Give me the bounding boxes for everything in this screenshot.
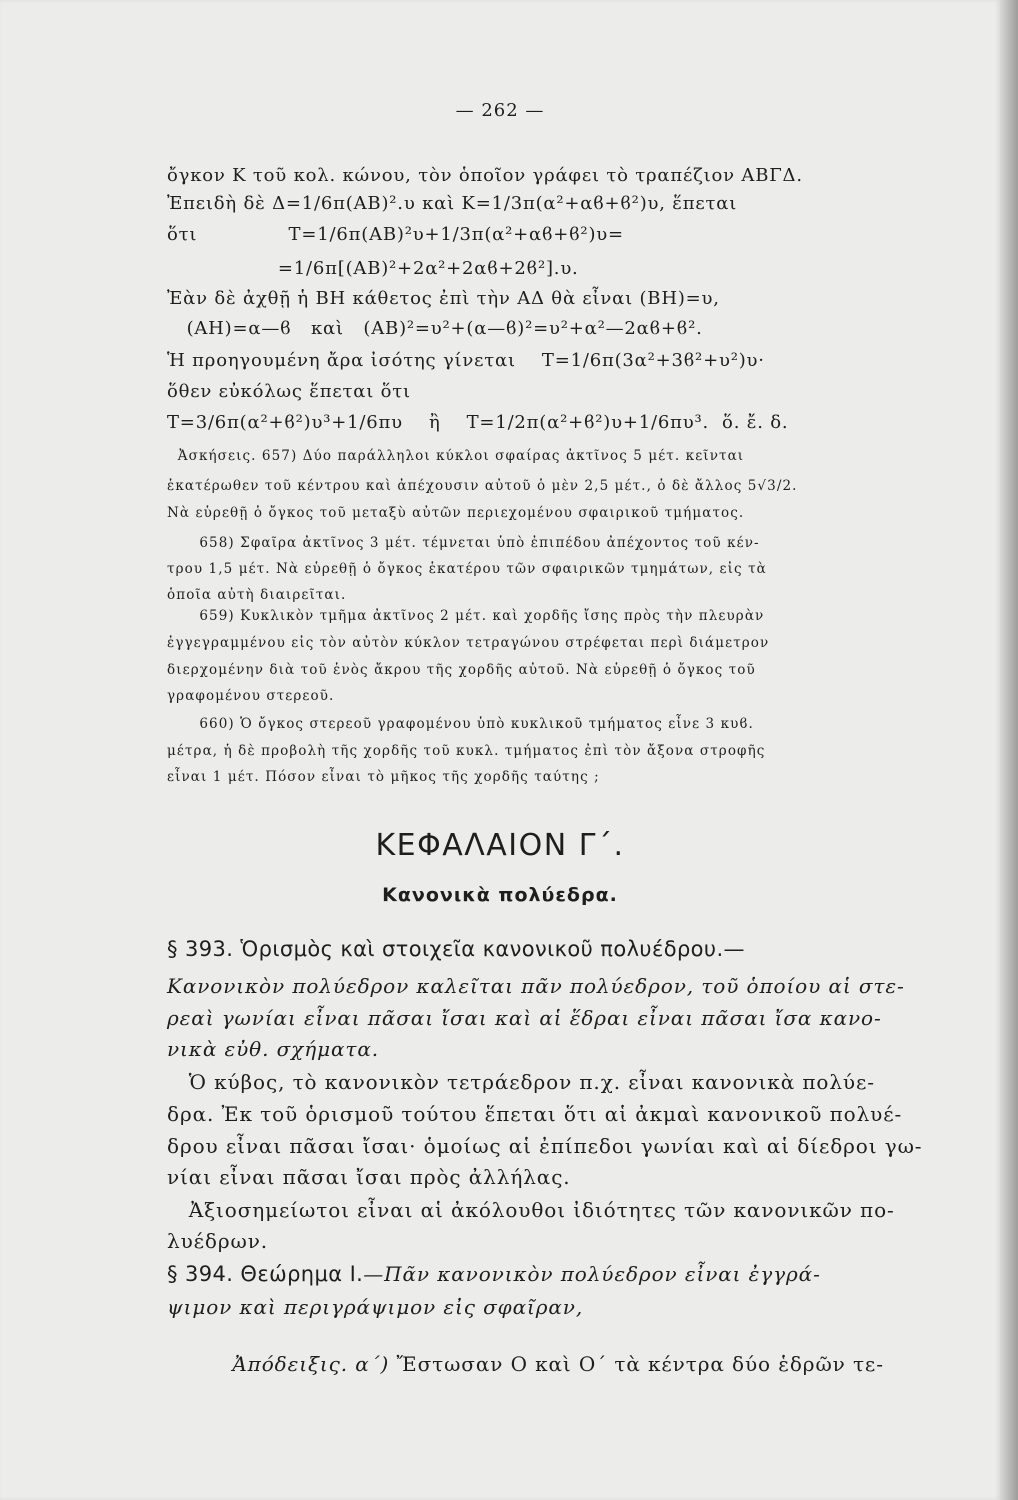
theorem-statement: —Πᾶν κανονικὸν πολύεδρον εἶναι ἐγγρά- xyxy=(363,1262,821,1286)
theorem-statement: ψιμον καὶ περιγράψιμον εἰς σφαῖραν, xyxy=(167,1295,584,1319)
text-line: λυέδρων. xyxy=(167,1229,269,1253)
chapter-title: ΚΕΦΑΛΑΙΟΝ Γ΄. xyxy=(375,828,625,863)
exercise-line: τρου 1,5 μέτ. Νὰ εὑρεθῇ ὁ ὄγκος ἑκατέρου τῶν σφαιρικῶν τμημάτων, εἰς τὰ xyxy=(167,561,767,577)
text-line: ὅθεν εὐκόλως ἕπεται ὅτι xyxy=(167,381,411,402)
exercise-line: ὁποῖα αὐτὴ διαιρεῖται. xyxy=(167,587,347,603)
definition-line: ρεαὶ γωνίαι εἶναι πᾶσαι ἴσαι καὶ αἱ ἕδραι εἶναι πᾶσαι ἴσα κανο- xyxy=(167,1006,882,1030)
exercise-line: 658) Σφαῖρα ἀκτῖνος 3 μέτ. τέμνεται ὑπὸ ἐπιπέδου ἀπέχοντος τοῦ κέν- xyxy=(167,535,760,551)
text-line: δρου εἶναι πᾶσαι ἴσαι· ὁμοίως αἱ ἐπίπεδοι γωνίαι καὶ αἱ δίεδροι γω- xyxy=(167,1134,923,1158)
exercise-line: Ἀσκήσεις. 657) Δύο παράλληλοι κύκλοι σφαίρας ἀκτῖνος 5 μέτ. κεῖνται xyxy=(167,448,745,464)
exercise-line: διερχομένην διὰ τοῦ ἑνὸς ἄκρου τῆς χορδῆς αὐτοῦ. Νὰ εὑρεθῇ ὁ ὄγκος τοῦ xyxy=(167,662,756,678)
exercise-line: ἑκατέρωθεν τοῦ κέντρου καὶ ἀπέχουσιν αὐτοῦ ὁ μὲν 2,5 μέτ., ὁ δὲ ἄλλος 5√3/2. xyxy=(167,478,798,494)
text-line: ὄγκον Κ τοῦ κολ. κώνου, τὸν ὁποῖον γράφει τὸ τραπέζιον ΑΒΓΔ. xyxy=(167,165,803,186)
text-line: Ἐπειδὴ δὲ Δ=1/6π(ΑΒ)².υ καὶ Κ=1/3π(α²+αϐ+ϐ²)υ, ἕπεται xyxy=(167,193,738,214)
exercise-line: 660) Ὁ ὄγκος στερεοῦ γραφομένου ὑπὸ κυκλικοῦ τμήματος εἶνε 3 κυϐ. xyxy=(167,716,754,732)
section-heading: § 394. Θεώρημα Ι. xyxy=(167,1262,364,1286)
exercise-line: εἶναι 1 μέτ. Πόσον εἶναι τὸ μῆκος τῆς χορδῆς ταύτης ; xyxy=(167,769,600,785)
text-line: Τ=3/6π(α²+ϐ²)υ³+1/6πυ ἢ Τ=1/2π(α²+ϐ²)υ+1/6πυ³. ὅ. ἔ. δ. xyxy=(167,412,789,433)
text-line: Ἀξιοσημείωτοι εἶναι αἱ ἀκόλουθοι ἰδιότητες τῶν κανονικῶν πο- xyxy=(167,1198,895,1222)
exercise-line: 659) Κυκλικὸν τμῆμα ἀκτῖνος 2 μέτ. καὶ χορδῆς ἴσης πρὸς τὴν πλευρὰν xyxy=(167,608,765,624)
page-number: — 262 — xyxy=(455,100,545,121)
text-line: Ἡ προηγουμένη ἄρα ἰσότης γίνεται Τ=1/6π(3α²+3ϐ²+υ²)υ· xyxy=(167,350,765,371)
exercise-line: Νὰ εὑρεθῇ ὁ ὄγκος τοῦ μεταξὺ αὐτῶν περιεχομένου σφαιρικοῦ τμήματος. xyxy=(167,505,745,521)
exercise-line: μέτρα, ἡ δὲ προβολὴ τῆς χορδῆς τοῦ κυκλ. τμήματος ἐπὶ τὸν ἄξονα στροφῆς xyxy=(167,743,766,759)
chapter-subtitle: Κανονικὰ πολύεδρα. xyxy=(382,884,618,906)
definition-line: νικὰ εὐθ. σχήματα. xyxy=(167,1037,380,1061)
text-line: ὅτι Τ=1/6π(ΑΒ)²υ+1/3π(α²+αϐ+ϐ²)υ= xyxy=(167,224,624,245)
text-line: Ὁ κύβος, τὸ κανονικὸν τετράεδρον π.χ. εἶναι κανονικὰ πολύε- xyxy=(167,1070,875,1094)
exercise-line: γραφομένου στερεοῦ. xyxy=(167,688,335,704)
text-line: δρα. Ἐκ τοῦ ὁρισμοῦ τούτου ἕπεται ὅτι αἱ ἀκμαὶ κανονικοῦ πολυέ- xyxy=(167,1102,903,1126)
exercise-line: ἐγγεγραμμένου εἰς τὸν αὐτὸν κύκλον τετραγώνου στρέφεται περὶ διάμετρον xyxy=(167,635,770,651)
proof-text: Ἔστωσαν Ο καὶ Ο΄ τὰ κέντρα δύο ἑδρῶν τε- xyxy=(389,1352,884,1376)
text-line: Ἐὰν δὲ ἀχθῇ ἡ ΒΗ κάθετος ἐπὶ τὴν ΑΔ θὰ εἶναι (ΒΗ)=υ, xyxy=(167,288,720,309)
section-heading: § 393. Ὁρισμὸς καὶ στοιχεῖα κανονικοῦ πολυέδρου.— xyxy=(167,937,745,961)
proof-label: Ἀπόδειξις. α΄) xyxy=(210,1352,390,1376)
text-line: νίαι εἶναι πᾶσαι ἴσαι πρὸς ἀλλήλας. xyxy=(167,1165,571,1189)
definition-line: Κανονικὸν πολύεδρον καλεῖται πᾶν πολύεδρον, τοῦ ὁποίου αἱ στε- xyxy=(167,974,905,998)
text-line: =1/6π[(ΑΒ)²+2α²+2αϐ+2ϐ²].υ. xyxy=(167,258,579,279)
book-spine-edge xyxy=(1000,0,1018,1500)
proof-line xyxy=(167,1328,960,1400)
theorem-line xyxy=(167,1262,960,1286)
text-line: (ΑΗ)=α—ϐ καὶ (ΑΒ)²=υ²+(α—ϐ)²=υ²+α²—2αϐ+ϐ². xyxy=(167,318,703,339)
